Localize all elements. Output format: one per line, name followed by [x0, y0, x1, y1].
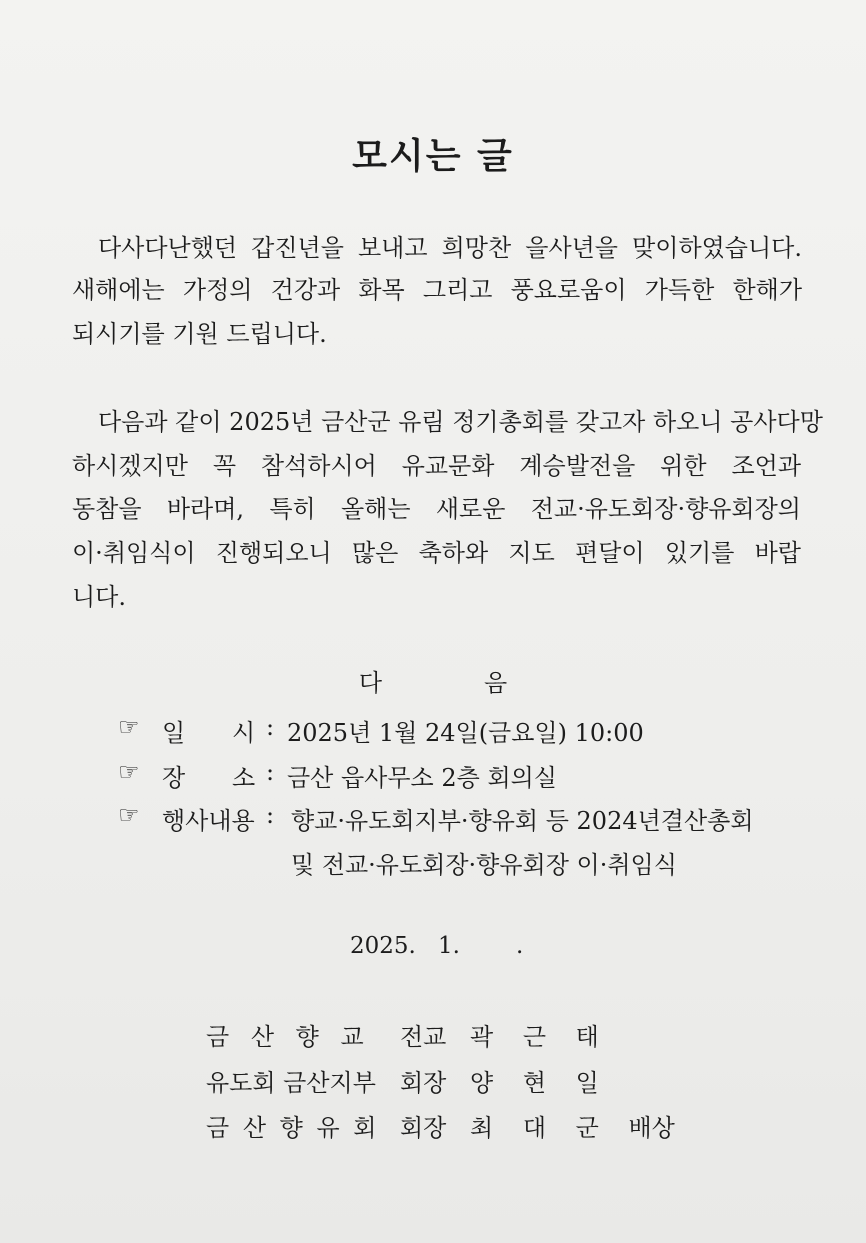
paragraph1-line2: 새해에는 가정의 건강과 화목 그리고 풍요로움이 가득한 한해가	[72, 276, 802, 304]
issue-day: .	[516, 933, 524, 959]
paragraph2-line2: 하시겠지만 꼭 참석하시어 유교문화 계승발전을 위한 조언과	[72, 452, 801, 480]
issue-month: 1.	[438, 933, 460, 959]
date-colon: :	[266, 713, 275, 741]
paragraph1-line1: 다사다난했던 갑진년을 보내고 희망찬 을사년을 맞이하였습니다.	[98, 234, 802, 262]
place-label-a: 장	[162, 764, 186, 792]
issue-year: 2025.	[350, 933, 416, 959]
signature-org: 금 산 향 교	[206, 1023, 364, 1051]
letter-title: 모시는 글	[352, 136, 514, 177]
paragraph2-line4: 이·취임식이 진행되오니 많은 축하와 지도 편달이 있기를 바랍	[72, 539, 801, 567]
pointing-hand-icon: ☞	[118, 713, 140, 741]
signature-name: 곽 근 태	[470, 1023, 599, 1051]
paragraph2-line3: 동참을 바라며, 특히 올해는 새로운 전교·유도회장·향유회장의	[72, 495, 801, 523]
content-value-line1: 향교·유도회지부·향유회 등 2024년결산총회	[291, 807, 754, 835]
date-value: 2025년 1월 24일(금요일) 10:00	[287, 719, 644, 747]
pointing-hand-icon: ☞	[118, 758, 140, 786]
details-heading: 다 음	[358, 669, 508, 697]
place-value: 금산 읍사무소 2층 회의실	[287, 764, 557, 792]
signature-role: 회장	[400, 1114, 447, 1142]
date-label-b: 시	[232, 719, 256, 747]
signature-name: 양 현 일	[470, 1069, 599, 1097]
signature-role: 회장	[400, 1069, 447, 1097]
signature-role: 전교	[400, 1023, 447, 1051]
content-colon: :	[266, 801, 275, 829]
signature-org: 유도회 금산지부	[206, 1069, 376, 1097]
signature-org: 금 산 향 유 회	[206, 1114, 377, 1142]
paragraph2-line1: 다음과 같이 2025년 금산군 유림 정기총회를 갖고자 하오니 공사다망	[98, 408, 823, 436]
place-colon: :	[266, 758, 275, 786]
content-value-line2: 및 전교·유도회장·향유회장 이·취임식	[291, 851, 677, 879]
pointing-hand-icon: ☞	[118, 801, 140, 829]
date-label-a: 일	[162, 719, 186, 747]
content-label: 행사내용	[162, 807, 255, 835]
paragraph1-line3: 되시기를 기원 드립니다.	[72, 320, 327, 348]
paragraph2-line5: 니다.	[72, 583, 126, 611]
signature-name: 최 대 군 배상	[470, 1114, 675, 1142]
place-label-b: 소	[232, 764, 256, 792]
